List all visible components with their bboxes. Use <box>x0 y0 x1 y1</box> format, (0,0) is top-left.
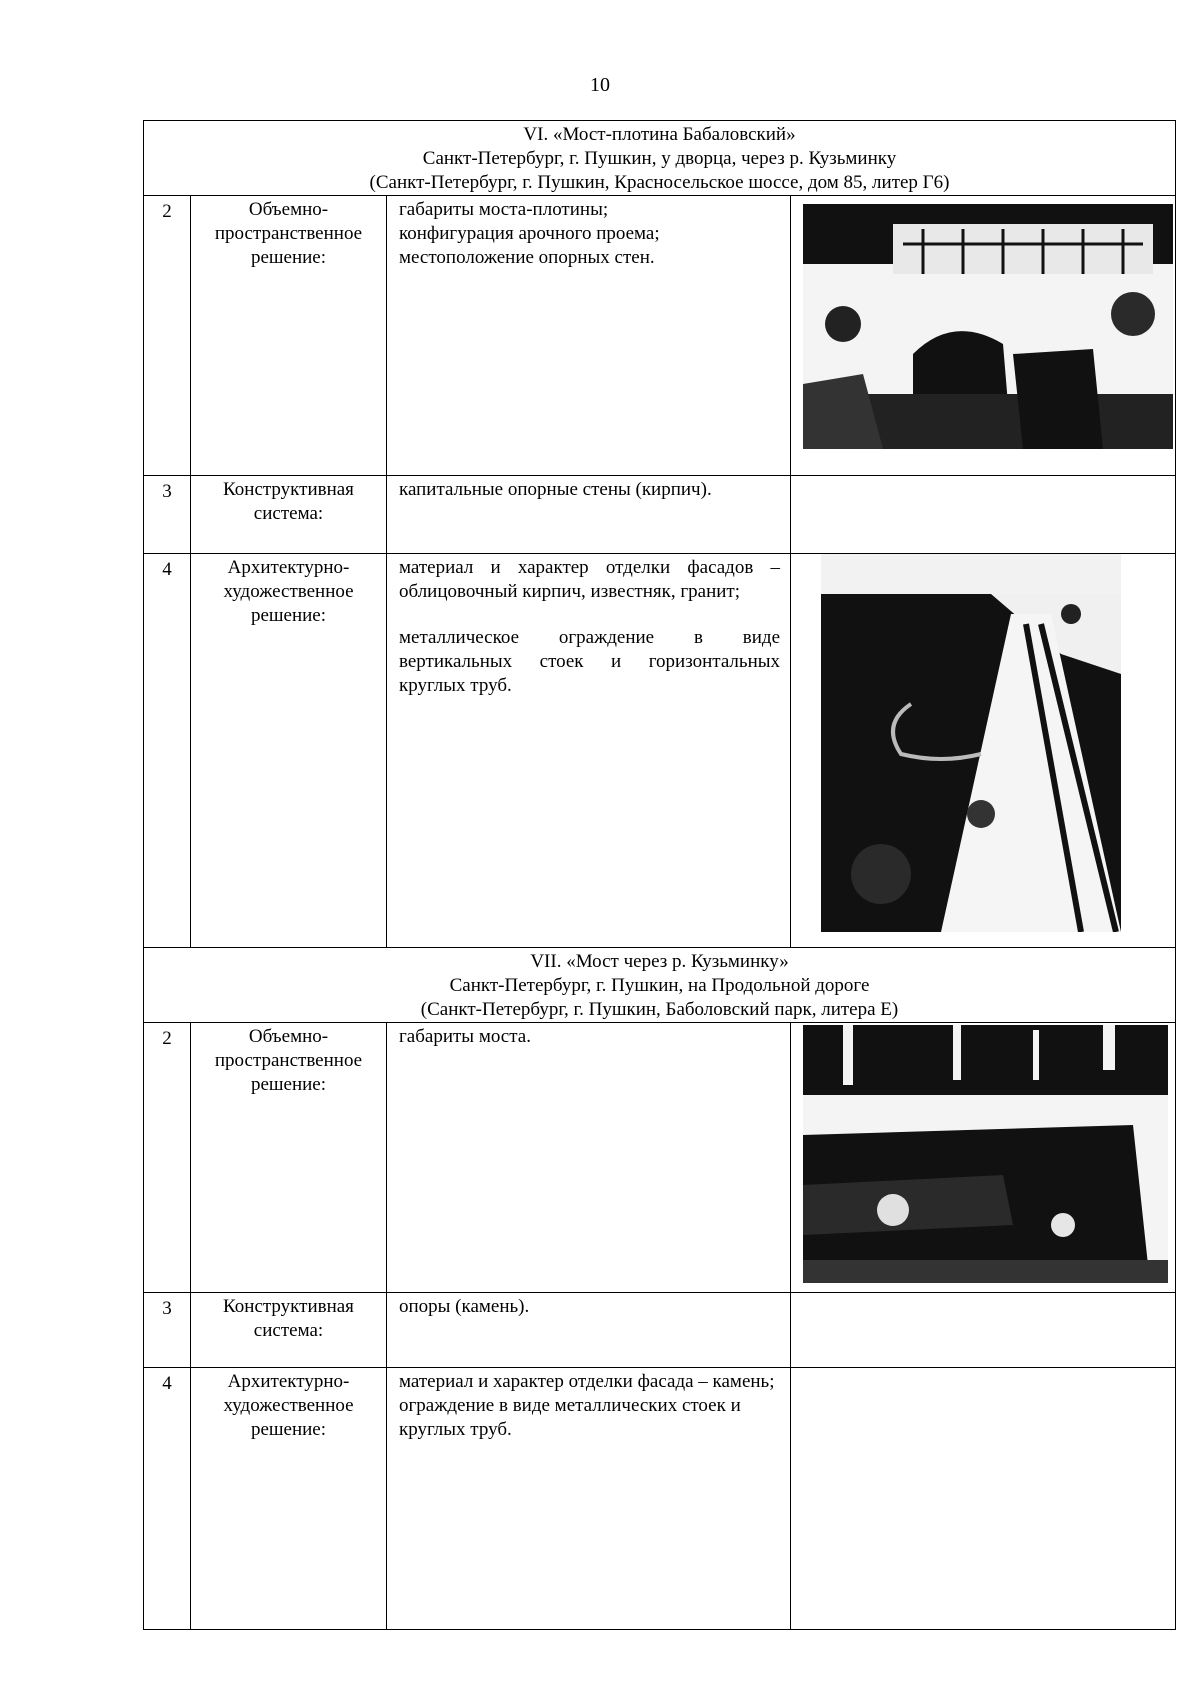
table-row <box>144 1368 1176 1630</box>
text-line: конфигурация арочного проема; <box>399 223 660 244</box>
label-line: система: <box>253 503 324 524</box>
label-line: Объемно- <box>248 1026 329 1047</box>
table-row <box>144 476 1176 554</box>
text-line: местоположение опорных стен. <box>399 247 655 268</box>
label-line: решение: <box>250 247 327 268</box>
photo-cell <box>791 1023 1176 1293</box>
label-line: Архитектурно- <box>227 557 350 578</box>
row-text <box>387 1023 791 1293</box>
section-address-alt: (Санкт-Петербург, г. Пушкин, Баболовский парк, литера Е) <box>420 999 899 1020</box>
label-line: система: <box>253 1320 324 1341</box>
label-line: Конструктивная <box>223 1296 354 1317</box>
table-row <box>144 554 1176 948</box>
label-line: пространственное <box>214 1050 363 1071</box>
text-line: опоры (камень). <box>399 1296 530 1317</box>
row-number: 3 <box>144 1293 191 1368</box>
label-line: решение: <box>250 605 327 626</box>
text-paragraph: материал и характер отделки фасадов – облицовочный кирпич, известняк, гранит; <box>399 557 780 602</box>
row-label <box>191 1293 387 1368</box>
dam-bridge-photo <box>803 204 1173 449</box>
section-address-alt: (Санкт-Петербург, г. Пушкин, Красносельское шоссе, дом 85, литер Г6) <box>369 172 950 193</box>
section-title: VI. «Мост-плотина Бабаловский» <box>523 124 796 145</box>
text-line: габариты моста-плотины; <box>399 199 609 220</box>
section-header-row <box>144 948 1176 1023</box>
row-text <box>387 1368 791 1630</box>
label-line: Конструктивная <box>223 479 354 500</box>
row-number: 3 <box>144 476 191 554</box>
row-label <box>191 1023 387 1293</box>
text-line: габариты моста. <box>399 1026 531 1047</box>
text-paragraph: материал и характер отделки фасада – камень; <box>399 1371 775 1392</box>
bridge-photo <box>803 1025 1168 1283</box>
text-paragraph: ограждение в виде металлических стоек и круглых труб. <box>399 1395 741 1440</box>
label-line: Архитектурно- <box>227 1371 350 1392</box>
section-title: VII. «Мост через р. Кузьминку» <box>530 951 789 972</box>
empty-photo-cell <box>791 1293 1176 1368</box>
page-number: 10 <box>590 74 610 96</box>
table-row <box>144 1293 1176 1368</box>
label-line: художественное <box>223 1395 354 1416</box>
section-header <box>144 121 1176 196</box>
row-label <box>191 476 387 554</box>
row-label <box>191 196 387 476</box>
text-paragraph: металлическое ограждение в виде вертикальных стоек и горизонтальных круглых труб. <box>399 627 780 696</box>
section-header <box>144 948 1176 1023</box>
row-label <box>191 554 387 948</box>
table-row <box>144 196 1176 476</box>
label-line: решение: <box>250 1074 327 1095</box>
row-text <box>387 476 791 554</box>
section-address: Санкт-Петербург, г. Пушкин, у дворца, через р. Кузьминку <box>422 148 897 169</box>
label-line: решение: <box>250 1419 327 1440</box>
row-text <box>387 1293 791 1368</box>
empty-photo-cell <box>791 1368 1176 1630</box>
photo-cell <box>791 196 1176 476</box>
row-number: 2 <box>144 1023 191 1293</box>
section-address: Санкт-Петербург, г. Пушкин, на Продольной дороге <box>449 975 870 996</box>
text-line: капитальные опорные стены (кирпич). <box>399 479 712 500</box>
label-line: пространственное <box>214 223 363 244</box>
railing-photo <box>821 554 1121 932</box>
row-number: 2 <box>144 196 191 476</box>
monuments-table <box>143 120 1176 1630</box>
label-line: художественное <box>223 581 354 602</box>
row-label <box>191 1368 387 1630</box>
empty-photo-cell <box>791 476 1176 554</box>
row-text <box>387 196 791 476</box>
row-number: 4 <box>144 1368 191 1630</box>
section-header-row <box>144 121 1176 196</box>
photo-cell <box>791 554 1176 948</box>
table-row <box>144 1023 1176 1293</box>
row-text <box>387 554 791 948</box>
label-line: Объемно- <box>248 199 329 220</box>
row-number: 4 <box>144 554 191 948</box>
